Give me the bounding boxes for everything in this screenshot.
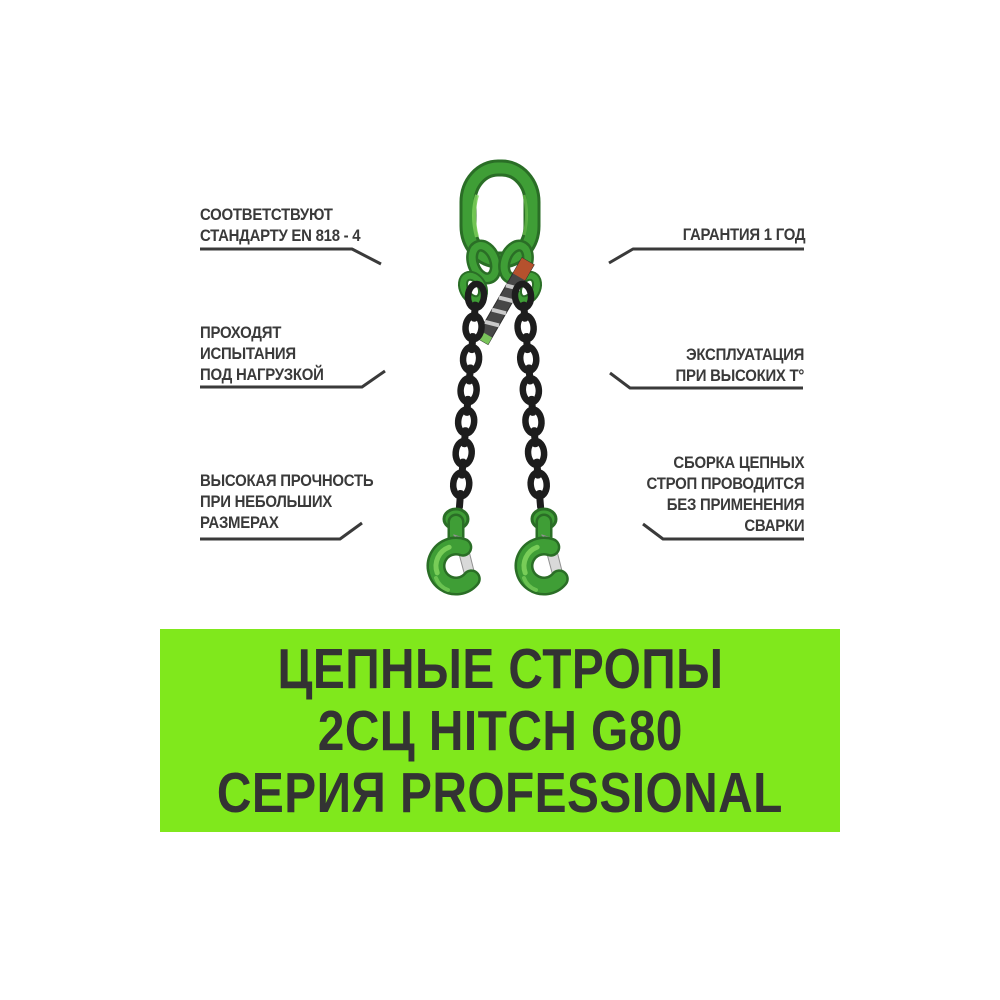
callout-text-line: ГАРАНТИЯ 1 ГОД — [682, 225, 805, 244]
callout-high-strength — [200, 470, 373, 533]
banner-title-line: 2СЦ HITCH G80 — [317, 698, 683, 763]
callout-text-line: СБОРКА ЦЕПНЫХ — [673, 453, 804, 472]
callout-line-right-1 — [609, 249, 804, 263]
title-banner — [160, 629, 840, 832]
callout-no-welding — [646, 452, 804, 536]
callout-line-left-1 — [200, 249, 381, 264]
callout-text-line: СТАНДАРТУ EN 818 - 4 — [200, 226, 361, 245]
callout-text-line: ИСПЫТАНИЯ — [200, 344, 296, 363]
chain-sling-illustration — [436, 168, 563, 590]
callout-load-tested — [200, 322, 324, 385]
callout-standard-en818 — [200, 204, 360, 246]
callout-high-temperature — [675, 344, 804, 386]
banner-title-line: СЕРИЯ PROFESSIONAL — [217, 760, 783, 825]
callout-text-line: ВЫСОКАЯ ПРОЧНОСТЬ — [200, 471, 374, 490]
chain-leg-right — [514, 283, 548, 510]
chain-leg-left — [452, 283, 485, 510]
banner-title-line: ЦЕПНЫЕ СТРОПЫ — [277, 636, 723, 701]
callout-text-line: ЭКСПЛУАТАЦИЯ — [685, 345, 804, 364]
callout-warranty — [682, 224, 805, 245]
callout-text-line: РАЗМЕРАХ — [200, 513, 279, 532]
callout-text-line: ПРИ НЕБОЛЬШИХ — [200, 492, 333, 511]
hook-left — [436, 509, 475, 590]
callout-text-line: ПРИ ВЫСОКИХ Т° — [675, 366, 804, 385]
callout-text-line: СВАРКИ — [744, 516, 804, 535]
callout-text-line: ПРОХОДЯТ — [200, 323, 282, 342]
callout-text-line: БЕЗ ПРИМЕНЕНИЯ — [666, 495, 804, 514]
hook-right — [524, 509, 563, 590]
callout-text-line: СООТВЕТСТВУЮТ — [200, 205, 333, 224]
callout-text-line: СТРОП ПРОВОДИТСЯ — [646, 474, 804, 493]
callout-text-line: ПОД НАГРУЗКОЙ — [200, 365, 324, 384]
